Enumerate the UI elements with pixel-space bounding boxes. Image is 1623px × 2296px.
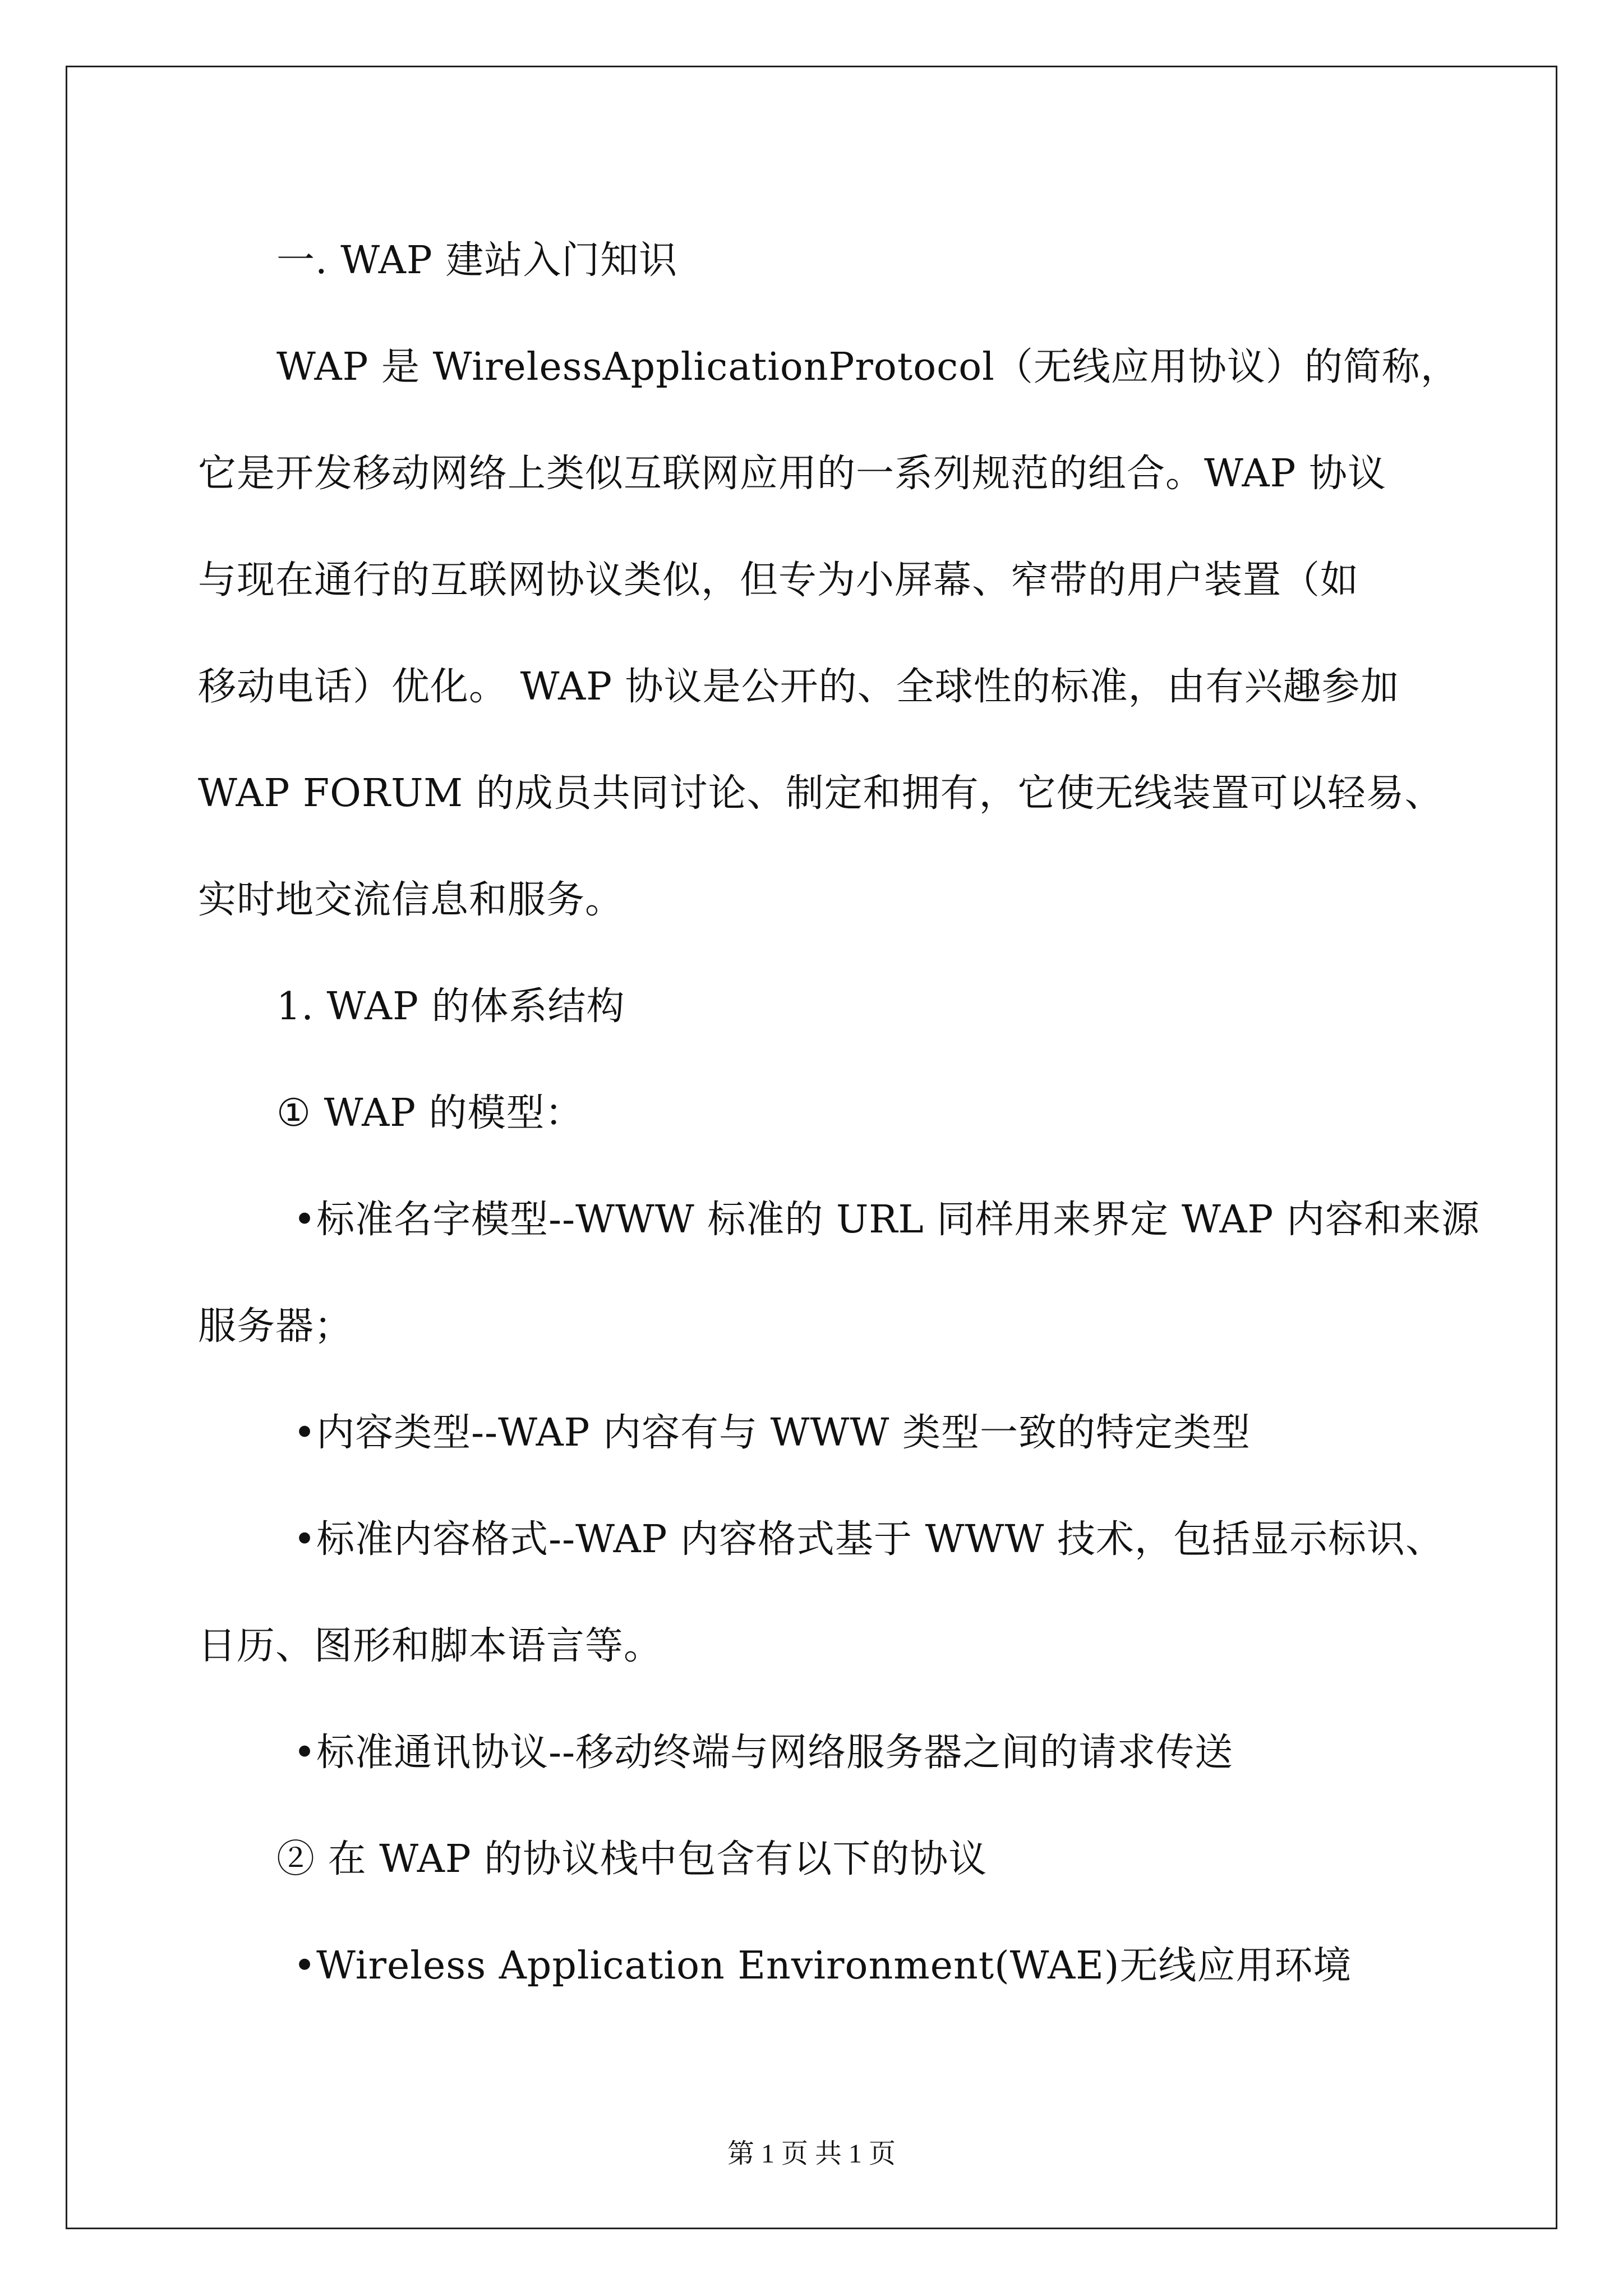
bullet-item-continuation: 日历、图形和脚本语言等。 <box>198 1624 663 1668</box>
bullet-item-continuation: 服务器； <box>198 1304 353 1349</box>
bullet-item: •标准内容格式--WAP 内容格式基于 WWW 技术，包括显示标识、 <box>293 1517 1444 1562</box>
subsection-heading: 1. WAP 的体系结构 <box>276 984 625 1029</box>
bullet-item: •标准通讯协议--移动终端与网络服务器之间的请求传送 <box>293 1731 1234 1775</box>
bullet-item: •Wireless Application Environment(WAE)无线应用环境 <box>293 1944 1352 1988</box>
section-heading: 一. WAP 建站入门知识 <box>276 238 678 283</box>
paragraph-line: WAP 是 WirelessApplicationProtocol（无线应用协议）的简称， <box>276 345 1459 389</box>
paragraph-line: 移动电话）优化。 WAP 协议是公开的、全球性的标准，由有兴趣参加 <box>198 665 1399 709</box>
bullet-item: •内容类型--WAP 内容有与 WWW 类型一致的特定类型 <box>293 1411 1251 1455</box>
page-number-footer: 第 1 页 共 1 页 <box>727 2139 896 2169</box>
paragraph-line: 实时地交流信息和服务。 <box>198 878 624 922</box>
paragraph-line: 它是开发移动网络上类似互联网应用的一系列规范的组合。WAP 协议 <box>198 452 1386 496</box>
paragraph-line: 与现在通行的互联网协议类似，但专为小屏幕、窄带的用户装置（如 <box>198 558 1359 602</box>
list-heading: ① WAP 的模型： <box>276 1091 584 1135</box>
document-body <box>198 208 1480 2019</box>
list-heading: ② 在 WAP 的协议栈中包含有以下的协议 <box>276 1837 988 1881</box>
paragraph-line: WAP FORUM 的成员共同讨论、制定和拥有，它使无线装置可以轻易、 <box>198 771 1444 816</box>
bullet-item: •标准名字模型--WWW 标准的 URL 同样用来界定 WAP 内容和来源 <box>293 1198 1480 1242</box>
